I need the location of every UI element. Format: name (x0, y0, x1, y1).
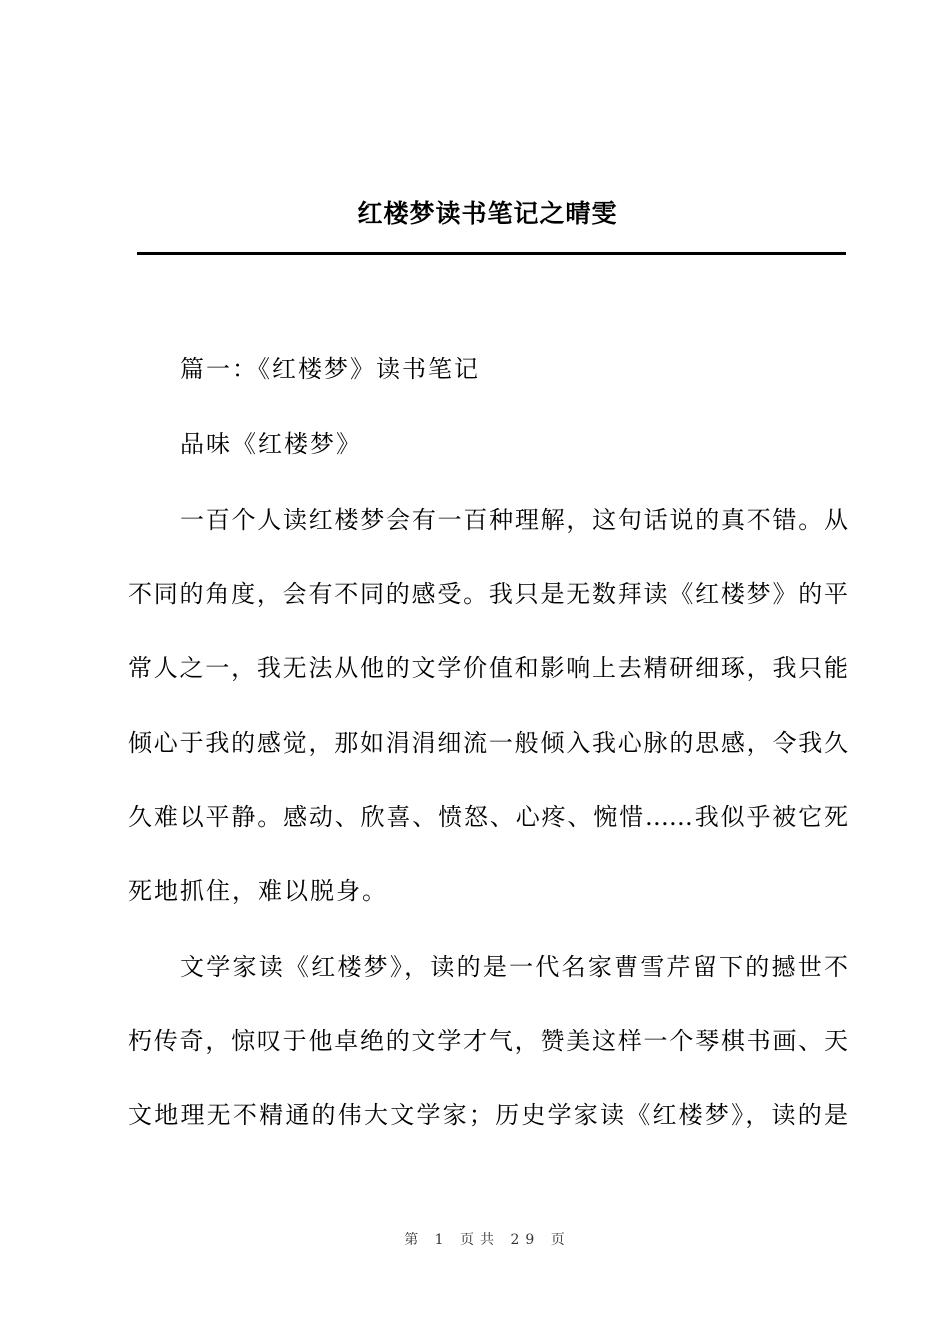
paragraph-line: 不同的角度，会有不同的感受。我只是无数拜读《红楼梦》的平 (128, 580, 848, 608)
paragraph-line: 朽传奇，惊叹于他卓绝的文学才气，赞美这样一个琴棋书画、天 (128, 1027, 848, 1055)
subsection-heading: 品味《红楼梦》 (180, 430, 362, 458)
paragraph-line: 文地理无不精通的伟大文学家；历史学家读《红楼梦》，读的是 (128, 1101, 848, 1129)
paragraph-line: 死地抓住，难以脱身。 (128, 877, 388, 905)
paragraph-line: 倾心于我的感觉，那如涓涓细流一般倾入我心脉的思感，令我久 (128, 729, 848, 757)
title-divider (137, 252, 846, 255)
paragraph-line: 常人之一，我无法从他的文学价值和影响上去精研细琢，我只能 (128, 654, 848, 682)
paragraph-line: 一百个人读红楼梦会有一百种理解，这句话说的真不错。从 (180, 506, 848, 534)
section-heading: 篇一：《红楼梦》读书笔记 (180, 355, 480, 383)
page-number-footer: 第 1 页共 29 页 (404, 1232, 571, 1248)
document-title: 红楼梦读书笔记之晴雯 (357, 199, 618, 228)
paragraph-line: 久难以平静。感动、欣喜、愤怒、心疼、惋惜……我似乎被它死 (128, 803, 848, 831)
paragraph-line: 文学家读《红楼梦》，读的是一代名家曹雪芹留下的撼世不 (180, 953, 848, 981)
